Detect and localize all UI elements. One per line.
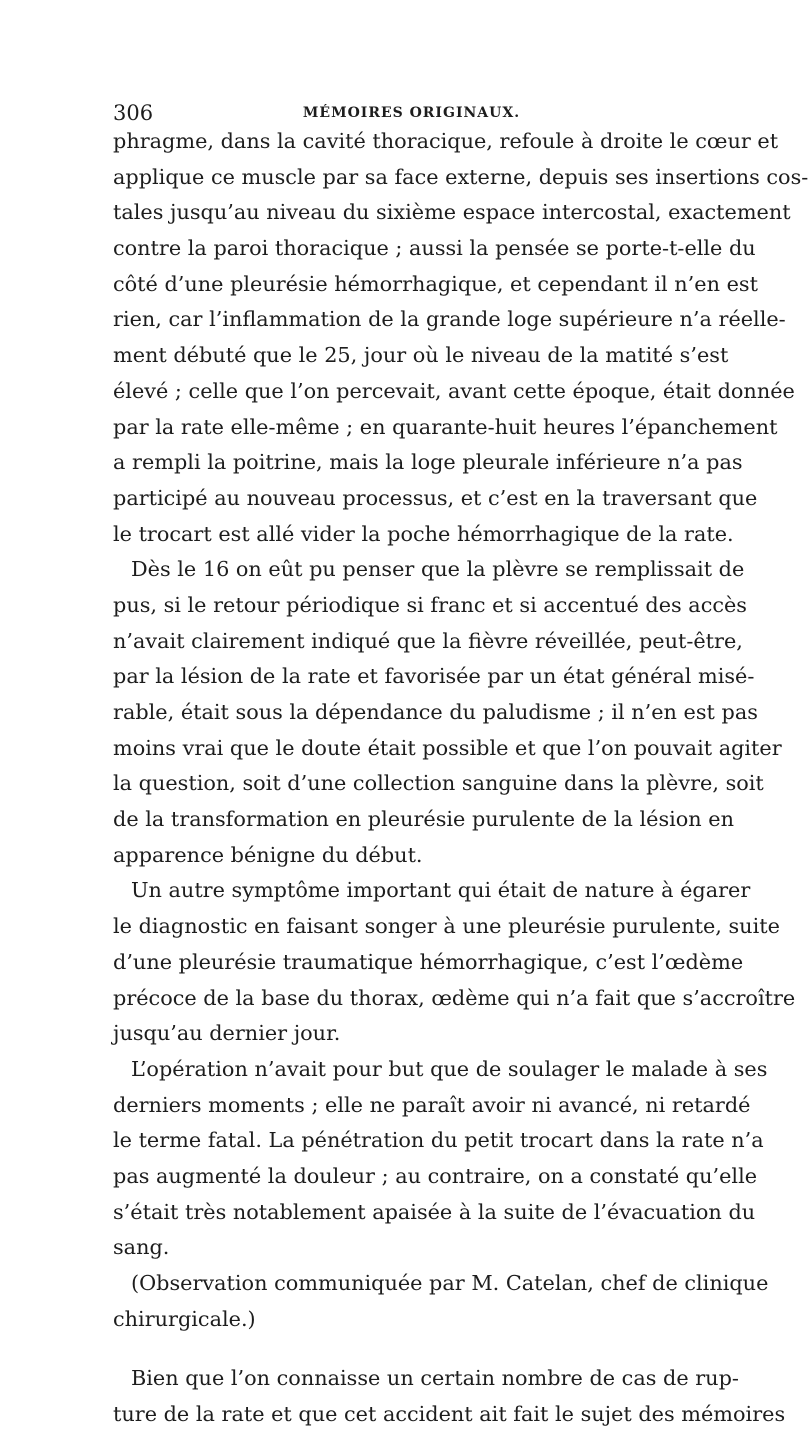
text-line: contre la paroi thoracique ; aussi la pensée se porte-t-elle du <box>113 236 756 261</box>
text-line: ment débuté que le 25, jour où le niveau de la matité s’est <box>113 343 729 368</box>
text-line: sang. <box>113 1235 170 1260</box>
text-line: Dès le 16 on eût pu penser que la plèvre se remplissait de <box>131 557 745 582</box>
text-line: pus, si le retour périodique si franc et si accentué des accès <box>113 592 747 617</box>
text-line: la question, soit d’une collection sanguine dans la plèvre, soit <box>113 771 764 796</box>
text-line: Un autre symptôme important qui était de nature à égarer <box>131 878 751 903</box>
paragraph-gap <box>113 1337 710 1361</box>
text-line: le terme fatal. La pénétration du petit trocart dans la rate n’a <box>113 1128 764 1153</box>
text-line: jusqu’au dernier jour. <box>113 1021 341 1046</box>
text-line: s’était très notablement apaisée à la suite de l’évacuation du <box>113 1199 756 1224</box>
text-line: participé au nouveau processus, et c’est en la traversant que <box>113 485 758 510</box>
text-line: le diagnostic en faisant songer à une pleurésie purulente, suite <box>113 914 780 939</box>
text-line: applique ce muscle par sa face externe, depuis ses insertions cos- <box>113 164 808 189</box>
text-line: a rempli la poitrine, mais la loge pleurale inférieure n’a pas <box>113 450 743 475</box>
text-line: derniers moments ; elle ne paraît avoir ni avancé, ni retardé <box>113 1092 751 1117</box>
text-line: phragme, dans la cavité thoracique, refoule à droite le cœur et <box>113 129 779 153</box>
text-line: (Observation communiquée par M. Catelan, chef de clinique <box>131 1271 769 1295</box>
text-line: chirurgicale.) <box>113 1306 256 1331</box>
text-line: tales jusqu’au niveau du sixième espace intercostal, exactement <box>113 200 791 225</box>
body-text <box>113 124 808 1433</box>
text-line: par la lésion de la rate et favorisée par un état général misé- <box>113 664 755 689</box>
text-line: côté d’une pleurésie hémorrhagique, et cependant il n’en est <box>113 271 758 296</box>
text-line: d’une pleurésie traumatique hémorrhagique, c’est l’œdème <box>113 949 744 974</box>
running-title: MÉMOIRES ORIGINAUX. <box>302 105 521 121</box>
page-number: 306 <box>113 101 154 125</box>
text-line: de la transformation en pleurésie purulente de la lésion en <box>113 807 735 832</box>
page-footer <box>113 1120 710 1142</box>
text-line: ture de la rate et que cet accident ait fait le sujet des mémoires <box>113 1402 786 1427</box>
page-header <box>113 101 710 125</box>
text-line: élevé ; celle que l’on percevait, avant cette époque, était donnée <box>113 378 795 403</box>
text-line: précoce de la base du thorax, œdème qui n’a fait que s’accroître <box>113 985 796 1010</box>
text-line: le trocart est allé vider la poche hémorrhagique de la rate. <box>113 521 734 546</box>
text-line: L’opération n’avait pour but que de soulager le malade à ses <box>131 1056 768 1081</box>
text-line: Bien que l’on connaisse un certain nombre de cas de rup- <box>131 1366 739 1391</box>
text-line: n’avait clairement indiqué que la fièvre réveillée, peut-être, <box>113 628 743 653</box>
text-line: rable, était sous la dépendance du paludisme ; il n’en est pas <box>113 700 758 724</box>
text-line: pas augmenté la douleur ; au contraire, on a constaté qu’elle <box>113 1163 758 1188</box>
text-line: rien, car l’inflammation de la grande loge supérieure n’a réelle- <box>113 307 786 332</box>
text-line: apparence bénigne du début. <box>113 842 423 867</box>
text-line: moins vrai que le doute était possible et que l’on pouvait agiter <box>113 735 782 760</box>
text-line: par la rate elle-même ; en quarante-huit heures l’épanchement <box>113 414 778 439</box>
